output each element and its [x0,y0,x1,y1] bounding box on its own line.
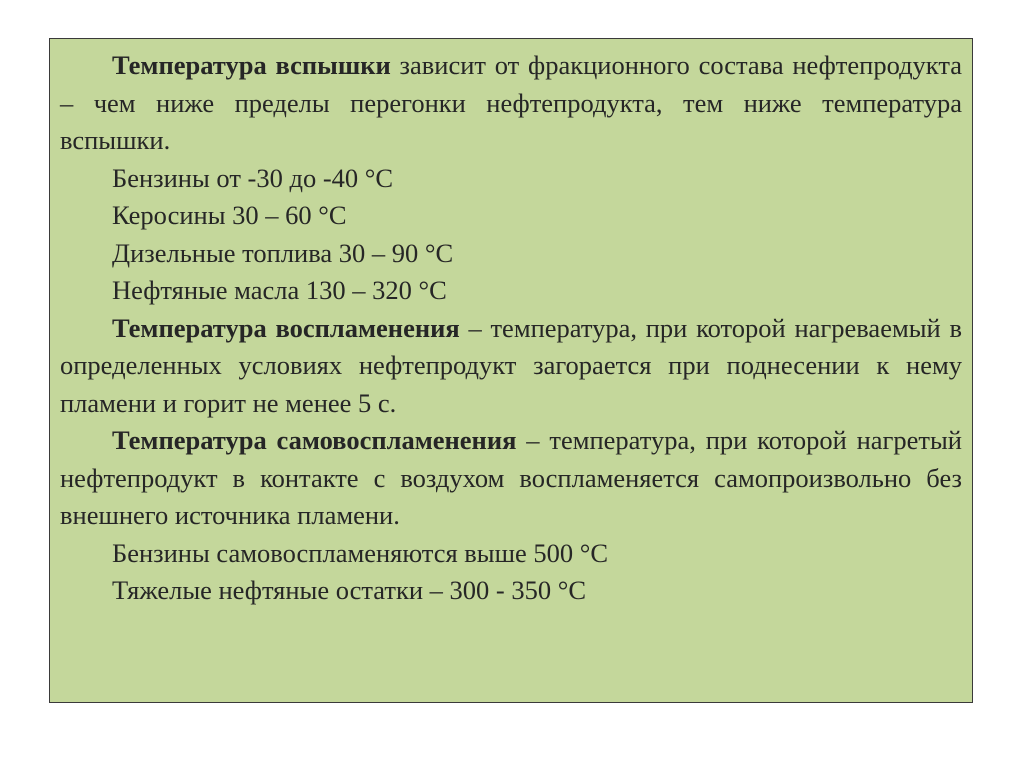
paragraph-text: – температура, при которой нагретый нефтепродукт в контакте с воздухом воспламеняется самопроизвольно без внешнего источника пламени. [60,425,962,530]
slide-text [60,47,962,610]
list-item-gasoline-autoignition: Бензины самовоспламеняются выше 500 °С [112,537,609,568]
term-flash-point: Температура вспышки [112,50,391,80]
content-box [49,38,973,703]
list-item-kerosene-flash: Керосины 30 – 60 °С [112,200,347,230]
paragraph-autoignition-point [60,422,962,535]
paragraph-flash-point [60,47,962,160]
term-ignition-point: Температура воспламенения [112,312,460,343]
paragraph-ignition-point [60,310,962,423]
list-item-gasoline-flash: Бензины от -30 до -40 °С [112,162,394,193]
paragraph-text: зависит от фракционного состава нефтепродукта – чем ниже пределы перегонки нефтепродукта, тем ниже температура вспышки. [60,50,962,155]
term-autoignition-point: Температура самовоспламенения [112,425,517,455]
paragraph-text: – температура, при которой нагреваемый в определенных условиях нефтепродукт загорается при поднесении к нему пламени и горит не менее 5 с. [60,312,962,418]
list-item-residue-autoignition: Тяжелые нефтяные остатки – 300 - 350 °С [112,575,586,605]
list-item-diesel-flash: Дизельные топлива 30 – 90 °С [112,237,454,268]
list-item-oil-flash: Нефтяные масла 130 – 320 °С [112,275,447,305]
